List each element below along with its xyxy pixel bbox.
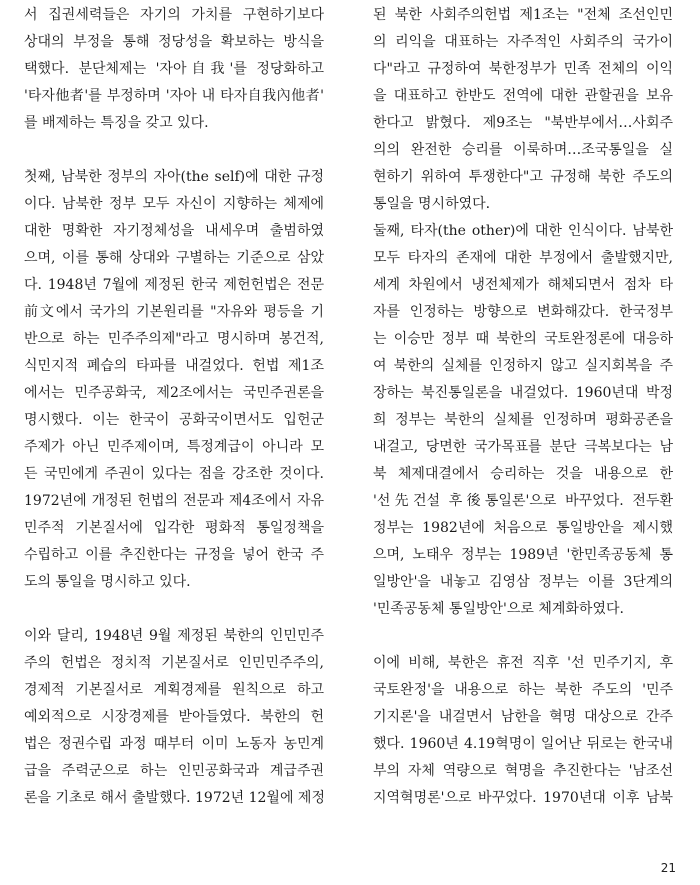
text-line: 으며, 노태우 정부는 1989년 '한민족공동체 통 (373, 547, 673, 563)
text-line: 한다고 밝혔다. 제9조는 "북반부에서…사회주 (373, 115, 673, 131)
text-line: 경제적 기본질서로 계획경제를 원칙으로 하고 (24, 682, 324, 698)
text-line: 모두 타자의 존재에 대한 부정에서 출발했지만, (373, 250, 673, 266)
text-line: 이와 달리, 1948년 9월 제정된 북한의 인민민주 (24, 628, 324, 644)
paragraph (373, 650, 673, 812)
text-line: '선先건설 후後통일론'으로 바꾸었다. 전두환 (373, 493, 673, 509)
text-line: 통일을 명시하였다. (373, 196, 491, 212)
text-line: 를 배제하는 특징을 갖고 있다. (24, 115, 209, 131)
text-line: 다"라고 규정하여 북한정부가 민족 전체의 이익 (373, 61, 673, 77)
text-line: 서 집권세력들은 자기의 가치를 구현하기보다 (24, 7, 324, 23)
right-column (373, 2, 673, 812)
text-line: 여 북한의 실체를 인정하지 않고 실지회복을 주 (373, 358, 673, 374)
paragraph (24, 2, 324, 137)
text-line: 을 대표하고 한반도 전역에 대한 관할권을 보유 (373, 88, 673, 104)
text-line: 예외적으로 시장경제를 받아들였다. 북한의 헌 (24, 709, 324, 725)
text-line: 택했다. 분단체제는 '자아自我'를 정당화하고 (24, 61, 324, 77)
text-line: 정부는 1982년에 처음으로 통일방안을 제시했 (373, 520, 673, 536)
text-line: 첫째, 남북한 정부의 자아(the self)에 대한 규정 (24, 169, 324, 185)
paragraph (373, 2, 673, 218)
paragraph (24, 623, 324, 812)
page-number: 21 (660, 861, 676, 875)
text-line: 반으로 하는 민주주의제"라고 명시하며 봉건적, (24, 331, 324, 347)
text-line: 에서는 민주공화국, 제2조에서는 국민주권론을 (24, 385, 324, 401)
left-column (24, 2, 324, 812)
paragraph-gap (24, 596, 324, 623)
paragraph-gap (24, 137, 324, 164)
paragraph (373, 218, 673, 623)
text-line: 의 리익을 대표하는 자주적인 사회주의 국가이 (373, 34, 673, 50)
text-line: 둘째, 타자(the other)에 대한 인식이다. 남북한 (373, 223, 673, 239)
text-line: 부의 자체 역량으로 혁명을 추진한다는 '남조선 (373, 763, 673, 779)
text-line: 1972년에 개정된 헌법의 전문과 제4조에서 자유 (24, 493, 324, 509)
text-line: 급을 주력군으로 하는 인민공화국과 계급주권 (24, 763, 324, 779)
text-line: 론을 기초로 해서 출발했다. 1972년 12월에 제정 (24, 790, 325, 806)
text-line: 상대의 부정을 통해 정당성을 확보하는 방식을 (24, 34, 324, 50)
text-line: 명시했다. 이는 한국이 공화국이면서도 입헌군 (24, 412, 324, 428)
text-line: 장하는 북진통일론을 내걸었다. 1960년대 박정 (373, 385, 673, 401)
text-line: 前文에서 국가의 기본원리를 "자유와 평등을 기 (24, 304, 324, 320)
text-line: 도의 통일을 명시하고 있다. (24, 574, 191, 590)
paragraph-gap (373, 623, 673, 650)
text-line: 일방안'을 내놓고 김영삼 정부는 이를 3단계의 (373, 574, 673, 590)
text-line: 다. 1948년 7월에 제정된 한국 제헌헌법은 전문 (24, 277, 324, 293)
text-line: 대한 명확한 자기정체성을 내세우며 출범하였 (24, 223, 324, 239)
text-line: 북 체제대결에서 승리하는 것을 내용으로 한 (373, 466, 673, 482)
text-line: 내걸고, 당면한 국가목표를 분단 극복보다는 남 (373, 439, 673, 455)
text-line: 수립하고 이를 추진한다는 규정을 넣어 한국 주 (24, 547, 324, 563)
text-line: '민족공동체 통일방안'으로 체계화하였다. (373, 601, 624, 617)
text-line: 의의 완전한 승리를 이룩하며…조국통일을 실 (373, 142, 673, 158)
text-line: 이에 비해, 북한은 휴전 직후 '선 민주기지, 후 (373, 655, 673, 671)
text-line: 는 이승만 정부 때 북한의 국토완정론에 대응하 (373, 331, 673, 347)
text-line: 이다. 남북한 정부 모두 자신이 지향하는 체제에 (24, 196, 324, 212)
text-line: 된 북한 사회주의헌법 제1조는 "전체 조선인민 (373, 7, 673, 23)
text-line: 현하기 위하여 투쟁한다"고 규정해 북한 주도의 (373, 169, 673, 185)
text-line: 희 정부는 북한의 실체를 인정하며 평화공존을 (373, 412, 673, 428)
text-line: 자를 인정하는 방향으로 변화해갔다. 한국정부 (373, 304, 673, 320)
text-line: 했다. 1960년 4.19혁명이 일어난 뒤로는 한국내 (373, 736, 673, 752)
text-line: 식민지적 폐습의 타파를 내걸었다. 헌법 제1조 (24, 358, 324, 374)
text-line: '타자他者'를 부정하며 '자아 내 타자自我內他者' (24, 88, 324, 104)
text-line: 국토완정'을 내용으로 하는 북한 주도의 '민주 (373, 682, 673, 698)
text-line: 주의 헌법은 정치적 기본질서로 인민민주주의, (24, 655, 324, 671)
text-line: 으며, 이를 통해 상대와 구별하는 기준으로 삼았 (24, 250, 324, 266)
text-line: 세계 차원에서 냉전체제가 해체되면서 점차 타 (373, 277, 673, 293)
text-line: 기지론'을 내걸면서 남한을 혁명 대상으로 간주 (373, 709, 673, 725)
text-line: 법은 정권수립 과정 때부터 이미 노동자 농민계 (24, 736, 324, 752)
paragraph (24, 164, 324, 596)
text-line: 든 국민에게 주권이 있다는 점을 강조한 것이다. (24, 466, 324, 482)
text-line: 주제가 아닌 민주제이며, 특정계급이 아니라 모 (24, 439, 324, 455)
text-line: 지역혁명론'으로 바꾸었다. 1970년대 이후 남북 (373, 790, 673, 806)
text-line: 민주적 기본질서에 입각한 평화적 통일정책을 (24, 520, 324, 536)
